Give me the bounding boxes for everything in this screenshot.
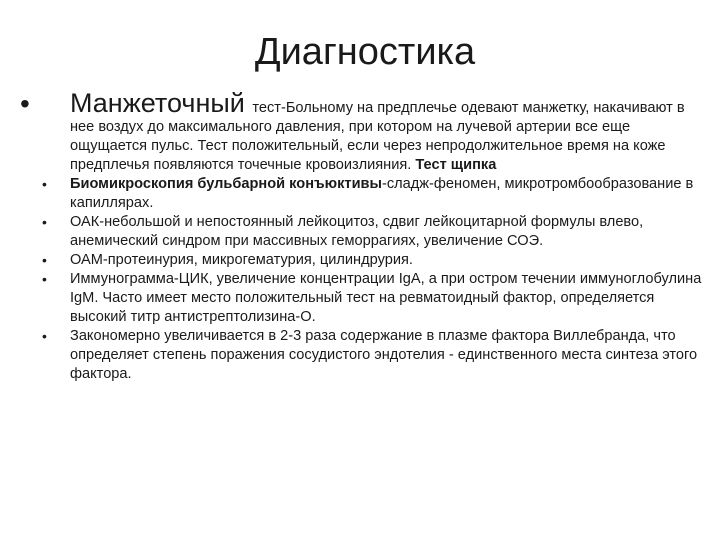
bullet-list	[20, 88, 710, 384]
bullet-body-text: Закономерно увеличивается в 2-3 раза содержание в плазме фактора Виллебранда, что определяет степень поражения сосудистого эндотелия - единственного места синтеза этого фактора.	[70, 328, 698, 382]
bullet-bold-text: Тест щипка	[415, 157, 497, 173]
bullet-lead-text: Манжеточный	[70, 88, 253, 118]
bullet-dot-icon: •	[42, 328, 47, 344]
bullet-dot-icon: •	[42, 214, 47, 230]
bullet-body-text: -сладж-феномен, микротромбообразование в капиллярах.	[70, 176, 694, 211]
bullet-item-biomicroscopy	[20, 175, 710, 213]
slide-title: Диагностика	[254, 31, 476, 73]
bullet-dot-icon: •	[42, 176, 47, 192]
bullet-item-cuff-test	[20, 88, 710, 175]
bullet-item-willebrand	[20, 327, 710, 384]
bullet-dot-icon: •	[20, 88, 30, 119]
bullet-bold-text: Биомикроскопия бульбарной конъюктивы	[70, 176, 382, 192]
bullet-body-text: тест-Больному на предплечье одевают манжетку, накачивают в нее воздух до максимального давления, при котором на лучевой артерии все еще ощущается пульс. Тест положительный, если через непродолжительное время на коже предплечья появляются точечные кровоизлияния.	[70, 100, 685, 173]
bullet-body-text: ОАК-небольшой и непостоянный лейкоцитоз, сдвиг лейкоцитарной формулы влево, анемический синдром при массивных геморрагиях, увеличение СОЭ.	[70, 214, 644, 249]
bullet-dot-icon: •	[42, 271, 47, 287]
bullet-body-text: Иммунограмма-ЦИК, увеличение концентрации IgA, а при остром течении иммуноглобулина IgM. Часто имеет место положительный тест на ревматоидный фактор, определяется высокий титр антистрептолизина-О.	[70, 271, 702, 325]
bullet-dot-icon: •	[42, 252, 47, 268]
bullet-item-oak	[20, 213, 710, 251]
bullet-item-oam	[20, 251, 710, 270]
bullet-body-text: ОАМ-протеинурия, микрогематурия, цилиндрурия.	[70, 252, 413, 268]
bullet-item-immunogram	[20, 270, 710, 327]
